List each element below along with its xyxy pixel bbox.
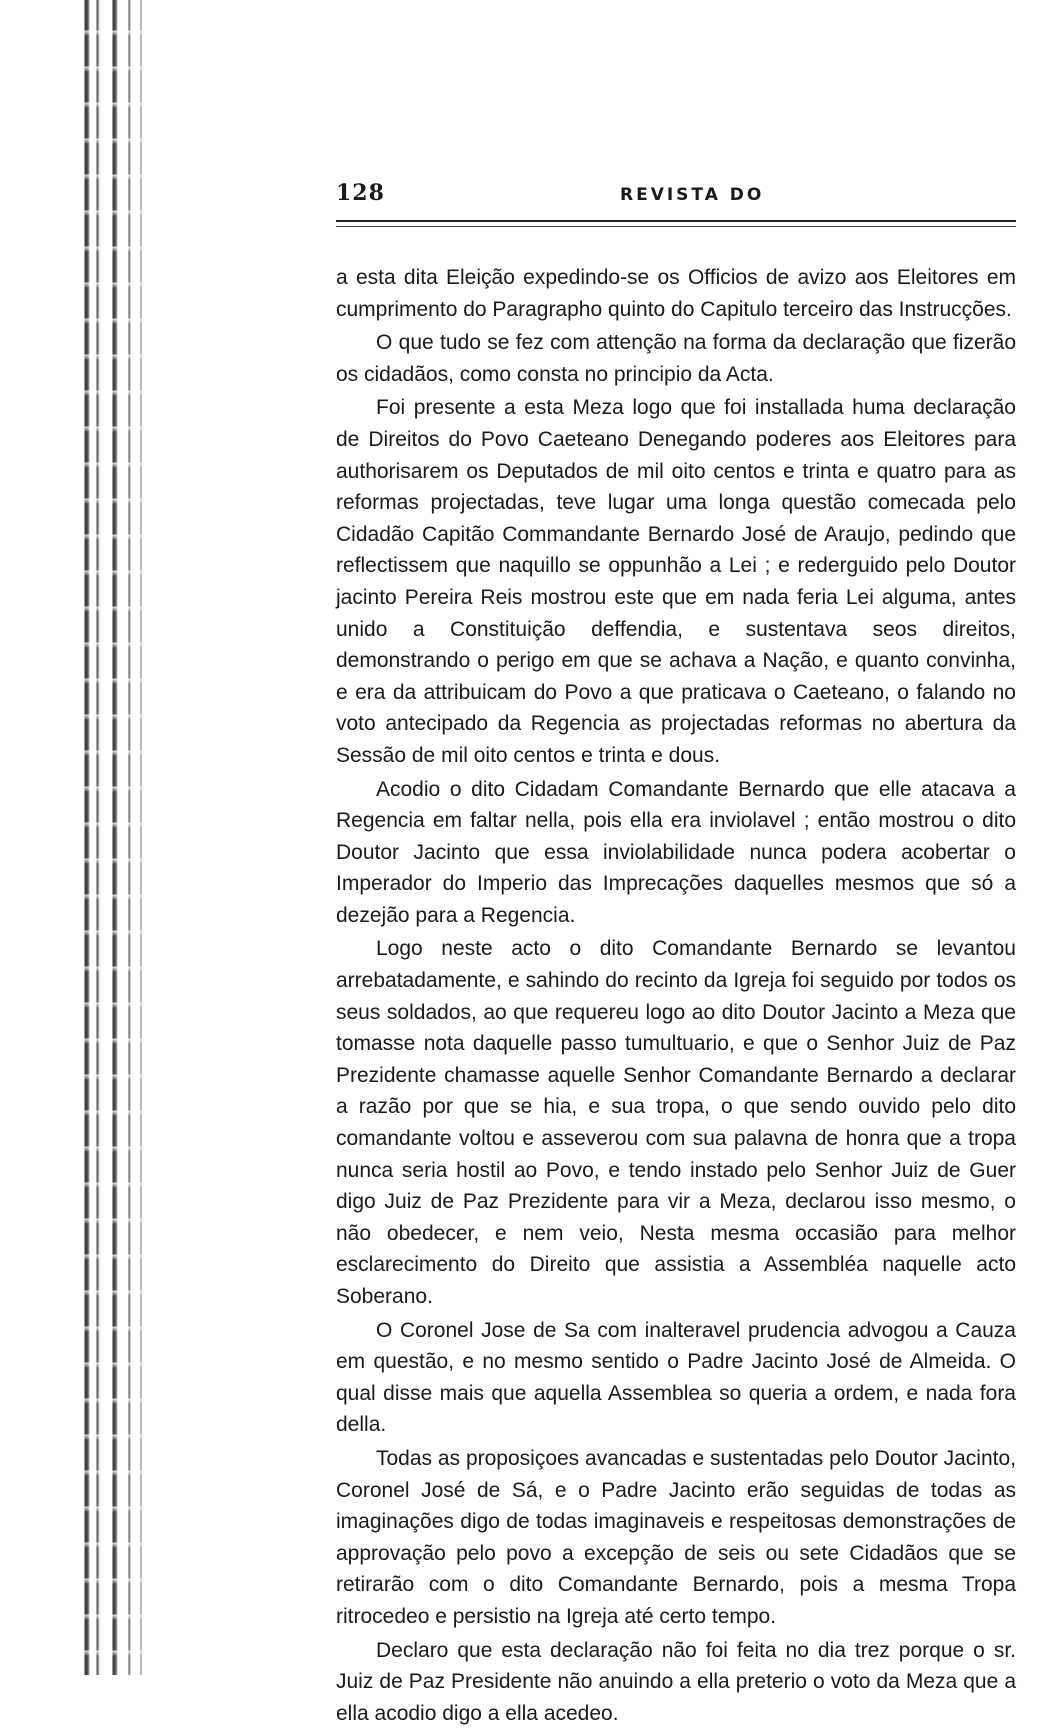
paragraph: a esta dita Eleição expedindo-se os Officios de avizo aos Eleitores em cumprimento do Paragrapho quinto do Capitulo terceiro das Instrucções.: [336, 266, 1016, 321]
paragraph: Acodio o dito Cidadam Comandante Bernardo que elle atacava a Regencia em faltar nella, pois ella era inviolavel ; então mostrou o dito Doutor Jacinto que essa inviolabilidade nunca podera acobertar o Imperador do Imperio das Imprecações daquelles mesmos que só a dezejão para a Regencia.: [336, 777, 1016, 927]
paragraph: Todas as proposiçoes avancadas e sustentadas pelo Doutor Jacinto, Coronel José de Sá, e o Padre Jacinto erão seguidas de todas as imaginações digo de todas imaginaveis e respeitosas demonstrações de approvação pelo povo a excepção de seis ou sete Cidadãos que se retirarão com o dito Comandante Bernardo, pois a mesma Tropa ritrocedeo e persistio na Igreja até certo tempo.: [336, 1446, 1016, 1628]
paragraph: Declaro que esta declaração não foi feita no dia trez porque o sr. Juiz de Paz Presidente não anuindo a ella preterio o voto da Meza que a ella acodio digo a ella acedeo.: [336, 1638, 1016, 1725]
book-binding-edge: [0, 0, 150, 1675]
header-rule: [336, 220, 1016, 227]
body-text: [336, 262, 1016, 1731]
running-head: REVISTA DO: [620, 185, 765, 205]
page-number: 128: [336, 180, 385, 206]
paragraph: O que tudo se fez com attenção na forma da declaração que fizerão os cidadãos, como consta no principio da Acta.: [336, 331, 1016, 386]
paragraph: Foi presente a esta Meza logo que foi installada huma declaração de Direitos do Povo Caeteano Denegando poderes aos Eleitores para authorisarem os Deputados de mil oito centos e trinta e quatro para as reformas projectadas, teve lugar uma longa questão comecada pelo Cidadão Capitão Commandante Bernardo José de Araujo, pedindo que reflectissem que naquillo se oppunhão a Lei ; e rederguido pelo Doutor jacinto Pereira Reis mostrou este que em nada feria Lei alguma, antes unido a Constituição deffendia, e sustentava seos direitos, demonstrando o perigo em que se achava a Nação, e quanto convinha, e era da attribuicam do Povo a que praticava o Caeteano, o falando no voto antecipado da Regencia as projectadas reformas no abertura da Sessão de mil oito centos e trinta e dous.: [336, 396, 1016, 767]
paragraph: Logo neste acto o dito Comandante Bernardo se levantou arrebatadamente, e sahindo do recinto da Igreja foi seguido por todos os seus soldados, ao que requereu logo ao dito Doutor Jacinto a Meza que tomasse nota daquelle passo tumultuario, e que o Senhor Juiz de Paz Prezidente chamasse aquelle Senhor Comandante Bernardo a declarar a razão por que se hia, e sua tropa, o que sendo ouvido pelo dito comandante voltou e asseverou com sua palavna de honra que a tropa nunca seria hostil ao Povo, e tendo instado pelo Senhor Juiz de Guer digo Juiz de Paz Prezidente para vir a Meza, declarou isso mesmo, o não obedecer, e nem veio, Nesta mesma occasião para melhor esclarecimento do Direito que assistia a Assembléa naquelle acto Soberano.: [336, 937, 1016, 1308]
paragraph: O Coronel Jose de Sa com inalteravel prudencia advogou a Cauza em questão, e no mesmo sentido o Padre Jacinto José de Almeida. O qual disse mais que aquella Assemblea so queria a ordem, e nada fora della.: [336, 1318, 1016, 1437]
page-header: [336, 180, 1016, 220]
